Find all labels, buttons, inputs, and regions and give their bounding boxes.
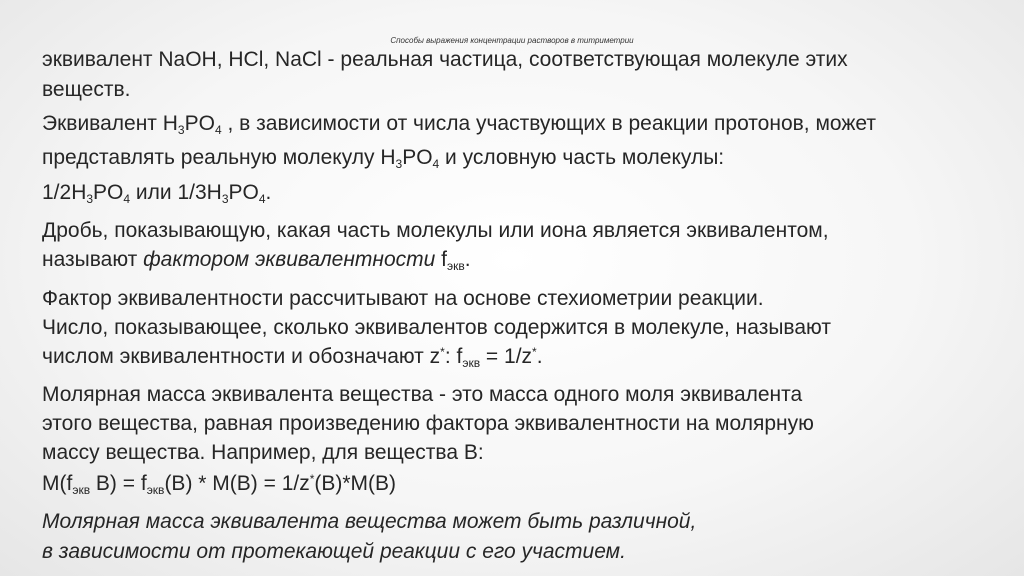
text-line: эквивалент NaOH, HCl, NaCl - реальная частица, соответствующая молекуле этих bbox=[42, 48, 848, 71]
text-line: Дробь, показывающую, какая часть молекулы или иона является эквивалентом, bbox=[42, 219, 829, 242]
text-line: числом эквивалентности и обозначают z*: $f_{экв} = 1/z^*$. bbox=[42, 345, 543, 370]
text-line: этого вещества, равная произведению фактора эквивалентности на молярную bbox=[42, 412, 814, 435]
text-line: Эквивалент $H_3PO_4$ , в зависимости от числа участвующих в реакции протонов, может bbox=[42, 112, 876, 137]
text-line: $1/2H_3PO_4$ или $1/3H_3PO_4$. bbox=[42, 181, 272, 206]
text-line: представлять реальную молекулу $H_3PO_4$ и условную часть молекулы: bbox=[42, 146, 725, 171]
text-line: веществ. bbox=[42, 78, 131, 101]
slide-header: Способы выражения концентрации растворов в титриметрии bbox=[390, 36, 634, 45]
note-line: Молярная масса эквивалента вещества может быть различной, bbox=[42, 510, 697, 533]
formula-line: $M(f_{экв}$ $B) = f_{экв}(B) * M(B) = 1/z^*(B)*M(B)$ bbox=[42, 472, 397, 497]
text-line: Молярная масса эквивалента вещества - это масса одного моля эквивалента bbox=[42, 383, 803, 406]
text-line: Число, показывающее, сколько эквивалентов содержится в молекуле, называют bbox=[42, 316, 831, 339]
text-line: массу вещества. Например, для вещества В: bbox=[42, 441, 484, 464]
term-italic: фактором эквивалентности bbox=[143, 248, 436, 271]
note-line: в зависимости от протекающей реакции с его участием. bbox=[42, 540, 626, 563]
text-line: Фактор эквивалентности рассчитывают на основе стехиометрии реакции. bbox=[42, 287, 764, 310]
text-line: называют фактором эквивалентности $f_{экв}$. bbox=[42, 248, 471, 273]
